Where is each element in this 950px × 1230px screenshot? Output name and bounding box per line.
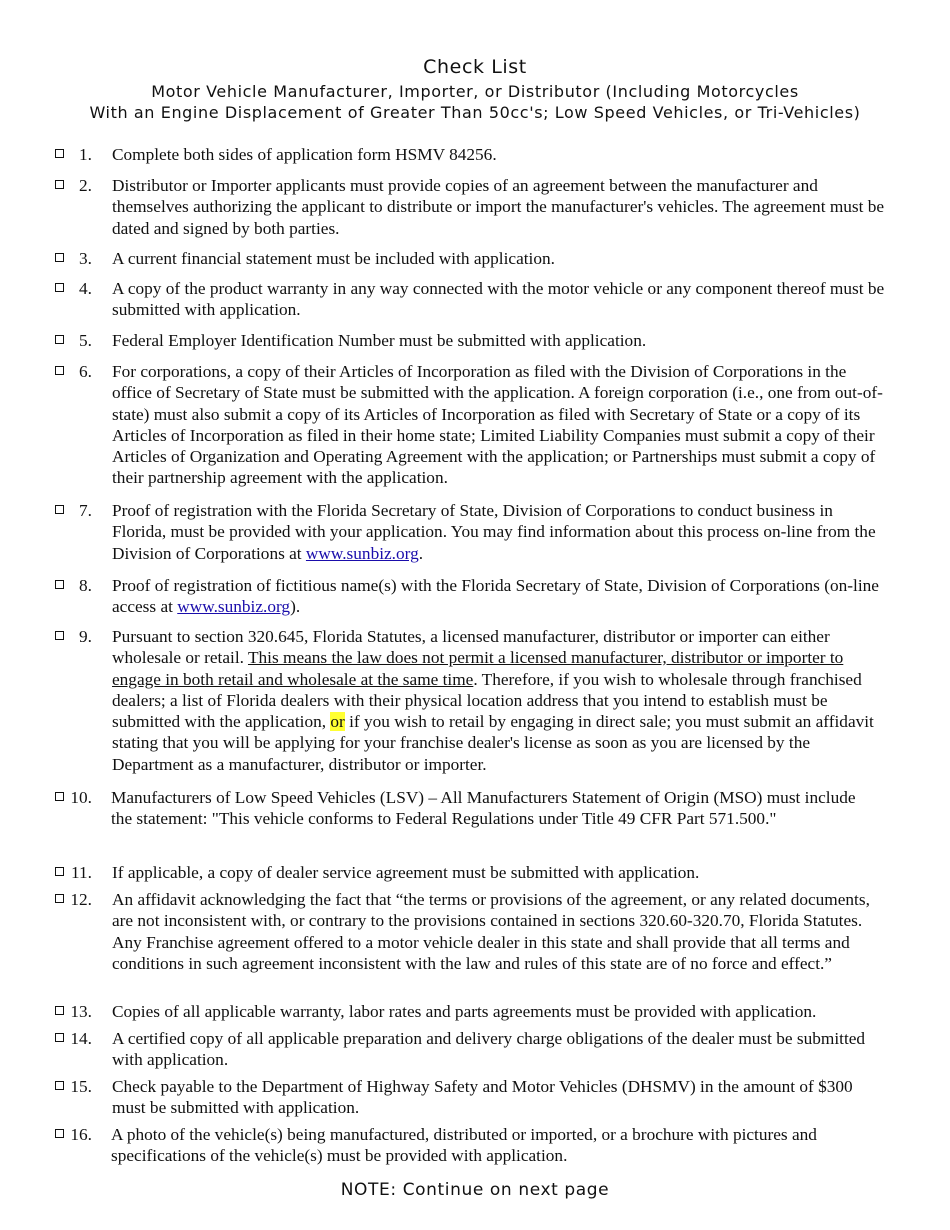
item-text: A current financial statement must be included with application.	[112, 249, 555, 268]
item-text: Manufacturers of Low Speed Vehicles (LSV) – All Manufacturers Statement of Origin (MSO) must include the statement: "This vehicle conforms to Federal Regulations under Title 49 CFR Part 571.500."	[111, 788, 856, 829]
item-text: Complete both sides of application form HSMV 84256.	[112, 145, 497, 164]
underlined-text: This means the law does not permit a licensed manufacturer, distributor or importer to engage in both retail and wholesale at the same time	[112, 648, 844, 689]
highlighted-text: or	[330, 712, 345, 732]
item-text: If applicable, a copy of dealer service agreement must be submitted with application.	[112, 863, 700, 882]
item-number: 16.	[70, 1125, 92, 1144]
page-title: Check List	[423, 56, 527, 78]
checkbox[interactable]	[55, 1129, 64, 1138]
page-subtitle-line-2: With an Engine Displacement of Greater Than 50cc's; Low Speed Vehicles, or Tri-Vehicles)	[89, 103, 861, 122]
checkbox[interactable]	[55, 867, 64, 876]
item-number: 9.	[79, 627, 92, 646]
item-text: An affidavit acknowledging the fact that “the terms or provisions of the agreement, or any related documents, are not inconsistent with, or contrary to the provisions contained in sections 320.60-320.70, Florida Statutes. Any Franchise agreement offered to a motor vehicle dealer in this state and shall provide that all terms and conditions in such agreement inconsistent with the law and rules of this state are of no force and effect.”	[112, 890, 870, 973]
checkbox[interactable]	[55, 253, 64, 262]
item-number: 2.	[79, 176, 92, 195]
checkbox[interactable]	[55, 180, 64, 189]
item-text: Proof of registration of fictitious name(s) with the Florida Secretary of State, Division of Corporations (on-line access at www.sunbiz.org).	[112, 576, 879, 617]
item-number: 15.	[70, 1077, 92, 1096]
checkbox[interactable]	[55, 580, 64, 589]
checkbox[interactable]	[55, 283, 64, 292]
footer-note: NOTE: Continue on next page	[340, 1180, 610, 1200]
item-number: 12.	[70, 890, 92, 909]
sunbiz-link[interactable]: www.sunbiz.org	[177, 597, 291, 617]
item-text: Distributor or Importer applicants must provide copies of an agreement between the manufacturer and themselves authorizing the applicant to distribute or import the manufacturer's vehicles. The agreement must be dated and signed by both parties.	[112, 176, 885, 238]
checkbox[interactable]	[55, 631, 64, 640]
item-text: For corporations, a copy of their Articles of Incorporation as filed with the Division of Corporations in the office of Secretary of State must be submitted with the application. A foreign corporation (i.e., one from out-of-state) must also submit a copy of its Articles of Incorporation as filed with Secretary of State or a copy of its Articles of Incorporation as filed in their home state; Limited Liability Companies must submit a copy of their Articles of Organization and Operating Agreement with the application; or Partnerships must submit a copy of their partnership agreement with the application.	[112, 362, 883, 488]
item-number: 11.	[71, 863, 92, 882]
item-text: Pursuant to section 320.645, Florida Statutes, a licensed manufacturer, distributor or importer can either wholesale or retail. This means the law does not permit a licensed manufacturer, distributor or importer to engage in both retail and wholesale at the same time. Therefore, if you wish to wholesale through franchised dealers; a list of Florida dealers with their physical location address that you intend to establish must be submitted with the application, or if you wish to retail by engaging in direct sale; you must submit an affidavit stating that you will be applying for your franchise dealer's license as soon as you are licensed by the Department as a manufacturer, distributor or importer.	[112, 627, 874, 774]
item-number: 7.	[79, 501, 92, 520]
checkbox[interactable]	[55, 792, 64, 801]
item-number: 4.	[79, 279, 92, 298]
item-text: A photo of the vehicle(s) being manufactured, distributed or imported, or a brochure with pictures and specifications of the vehicle(s) must be provided with application.	[111, 1125, 817, 1166]
item-number: 13.	[70, 1002, 92, 1021]
checkbox[interactable]	[55, 505, 64, 514]
item-number: 8.	[79, 576, 92, 595]
item-text: A certified copy of all applicable preparation and delivery charge obligations of the dealer must be submitted with application.	[112, 1029, 866, 1070]
page-subtitle-line-1: Motor Vehicle Manufacturer, Importer, or Distributor (Including Motorcycles	[151, 82, 799, 101]
sunbiz-link[interactable]: www.sunbiz.org	[305, 543, 419, 563]
checkbox[interactable]	[55, 1006, 64, 1015]
item-text: Federal Employer Identification Number must be submitted with application.	[112, 331, 647, 350]
item-number: 10.	[70, 788, 92, 807]
item-number: 5.	[79, 331, 92, 350]
item-number: 6.	[79, 362, 92, 381]
item-text: A copy of the product warranty in any way connected with the motor vehicle or any component thereof must be submitted with application.	[112, 279, 885, 320]
checkbox[interactable]	[55, 366, 64, 375]
item-text: Check payable to the Department of Highway Safety and Motor Vehicles (DHSMV) in the amount of $300 must be submitted with application.	[112, 1077, 853, 1118]
checkbox[interactable]	[55, 1033, 64, 1042]
item-number: 1.	[79, 145, 92, 164]
item-text: Copies of all applicable warranty, labor rates and parts agreements must be provided with application.	[112, 1002, 817, 1021]
checkbox[interactable]	[55, 149, 64, 158]
checkbox[interactable]	[55, 894, 64, 903]
item-text: Proof of registration with the Florida Secretary of State, Division of Corporations to conduct business in Florida, must be provided with your application. You may find information about this process on-line from the Division of Corporations at www.sunbiz.org.	[112, 501, 876, 563]
item-number: 14.	[70, 1029, 92, 1048]
checkbox[interactable]	[55, 335, 64, 344]
checkbox[interactable]	[55, 1081, 64, 1090]
item-number: 3.	[79, 249, 92, 268]
